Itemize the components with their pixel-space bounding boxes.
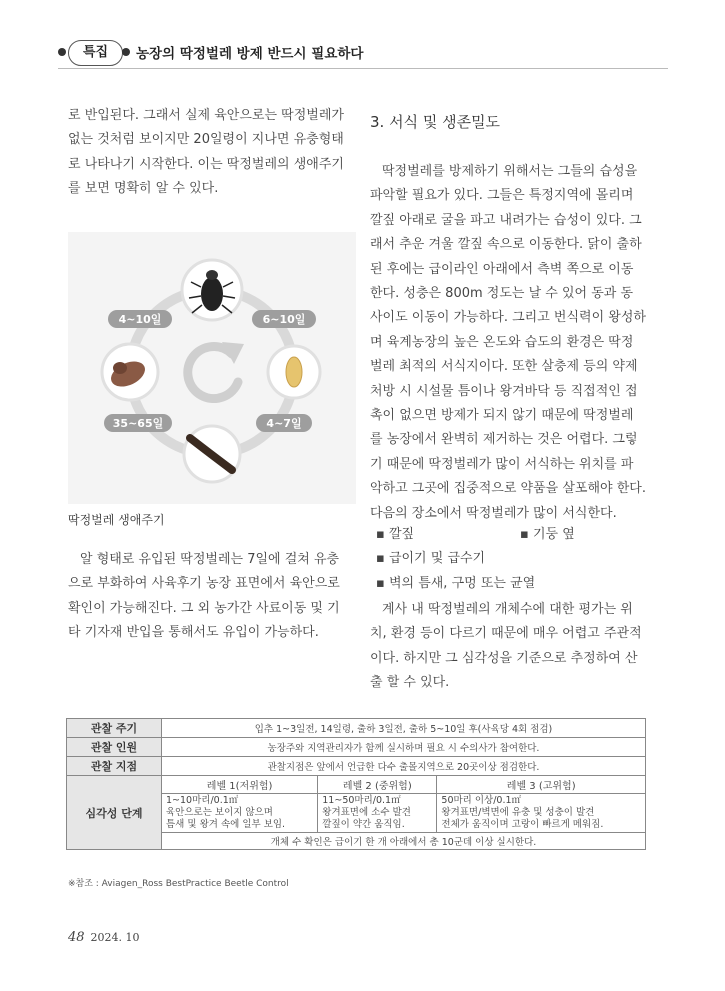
page-number: 48 [68, 930, 85, 945]
level-detail: 왕겨표면/벽면에 유충 및 성충이 발견 [441, 807, 595, 818]
text-line: 며 육계농장의 높은 온도와 습도의 환경은 딱정 [370, 334, 634, 350]
level-1-header: 레벨 1(저위험) [162, 776, 318, 794]
text-line: 처방 시 시설물 틈이나 왕겨바닥 등 직접적인 접 [370, 383, 638, 399]
text-line: 된 후에는 급이라인 아래에서 측벽 쪽으로 이동 [370, 261, 634, 277]
right-paragraph [370, 160, 658, 526]
text-line: 확인이 가능해진다. 그 외 농가간 사료이동 및 기 [68, 600, 340, 616]
table-note-cell: 개체 수 확인은 급이기 한 개 아래에서 총 10군데 이상 실시한다. [162, 833, 646, 850]
text-line: 벌레 최적의 서식지이다. 또한 살충제 등의 약제 [370, 359, 638, 375]
header-title: 농장의 딱정벌레 방제 반드시 필요하다 [136, 46, 364, 62]
day-label-bottom-right: 4~7일 [266, 417, 302, 430]
habitat-bullet-list [372, 523, 660, 596]
bullet-item: ▪ 깔짚 [376, 527, 415, 542]
text-line: 이다. 하지만 그 심각성을 기준으로 추정하여 산 [370, 650, 638, 666]
bullet-item: ▪ 급이기 및 급수기 [376, 551, 486, 567]
bullet-item: ▪ 기둥 옆 [520, 527, 575, 542]
text-line: 딱정벌레를 방제하기 위해서는 그들의 습성을 [382, 164, 638, 179]
text-line: 로 반입된다. 그래서 실제 육안으로는 딱정벌레가 [68, 108, 344, 123]
life-cycle-figure [68, 232, 356, 504]
text-line: 악하고 그곳에 집중적으로 약품을 살포해야 한다. [370, 481, 646, 497]
observation-table [66, 718, 646, 850]
level-detail: 50마리 이상/0.1㎡ [441, 795, 522, 806]
source-note: ※참조 : Aviagen_Ross BestPractice Beetle Control [68, 879, 289, 889]
text-line: 계사 내 딱정벌레의 개체수에 대한 평가는 위 [382, 602, 633, 617]
text-line: 기 때문에 딱정벌레가 많이 서식하는 위치를 파 [370, 456, 634, 472]
table-header-cell: 관찰 주기 [67, 719, 162, 738]
text-line: 래서 추운 겨울 깔짚 속으로 이동한다. 닭이 출하 [370, 237, 642, 253]
life-cycle-diagram [68, 232, 356, 504]
figure-caption: 딱정벌레 생애주기 [68, 513, 165, 527]
level-detail: 육안으로는 보이지 않으며 [166, 807, 273, 818]
level-detail: 왕겨표면에 소수 발견 [322, 807, 411, 818]
text-line: 다음의 장소에서 딱정벌레가 많이 서식한다. [370, 505, 617, 521]
level-2-header: 레벨 2 (중위험) [318, 776, 437, 794]
level-detail: 11~50마리/0.1㎡ [322, 795, 401, 806]
page-header [58, 38, 668, 66]
table-row [67, 776, 646, 794]
text-line: 깔짚 아래로 굴을 파고 내려가는 습성이 있다. 그 [370, 212, 642, 228]
text-line: 를 농장에서 완벽히 제거하는 것은 어렵다. 그렇 [370, 432, 638, 448]
text-line: 촉이 없으면 방제가 되지 않기 때문에 딱정벌레 [370, 408, 634, 424]
table-row [67, 738, 646, 757]
header-rule [58, 68, 668, 69]
text-line: 알 형태로 유입된 딱정벌레는 7일에 걸쳐 유충 [80, 552, 340, 567]
bullet-item: ▪ 벽의 틈새, 구멍 또는 균열 [376, 575, 536, 591]
table-header-cell: 심각성 단계 [67, 776, 162, 850]
issue-date: 2024. 10 [90, 931, 140, 944]
level-3-header: 레벨 3 (고위험) [437, 776, 646, 794]
text-line: 으로 부화하여 사육후기 농장 표면에서 육안으로 [68, 576, 340, 592]
level-detail: 전체가 움직이며 고랑이 빠르게 메워짐. [441, 819, 604, 830]
level-detail: 1~10마리/0.1㎡ [166, 795, 239, 806]
table-cell: 입추 1~3일전, 14일령, 출하 3일전, 출하 5~10일 후(사육당 4회 점검) [162, 719, 646, 738]
level-3-description [437, 794, 646, 833]
day-label-top-left: 4~10일 [118, 313, 162, 326]
section-tag: 특집 [68, 40, 123, 66]
page-footer [68, 926, 140, 945]
day-label-top-right: 6~10일 [262, 313, 306, 326]
text-line: 타 기자재 반입을 통해서도 유입이 가능하다. [68, 625, 319, 641]
egg-icon [286, 357, 302, 387]
table-row [67, 719, 646, 738]
level-detail: 깔짚이 약간 움직임. [322, 819, 405, 830]
text-line: 를 보면 명확히 알 수 있다. [68, 181, 219, 197]
level-1-description [162, 794, 318, 833]
level-2-description [318, 794, 437, 833]
section-title: 3. 서식 및 생존밀도 [370, 113, 501, 131]
header-dot-right [122, 48, 130, 56]
text-line: 로 나타나기 시작한다. 이는 딱정벌레의 생애주기 [68, 156, 344, 172]
table-header-cell: 관찰 인원 [67, 738, 162, 757]
text-line: 없는 것처럼 보이지만 20일령이 지나면 유충형태 [68, 132, 344, 148]
right-bottom-paragraph [370, 598, 658, 696]
table-cell: 농장주와 지역관리자가 함께 실시하며 필요 시 수의사가 참여한다. [162, 738, 646, 757]
left-top-paragraph [68, 104, 356, 202]
text-line: 출 할 수 있다. [370, 675, 450, 691]
text-line: 치, 환경 등이 다르기 때문에 매우 어렵고 주관적 [370, 626, 642, 642]
header-dot-left [58, 48, 66, 56]
text-line: 한다. 성충은 800m 정도는 날 수 있어 동과 동 [370, 286, 634, 302]
table-row [67, 757, 646, 776]
level-detail: 틈새 및 왕겨 속에 일부 보임. [166, 819, 286, 830]
table-header-cell: 관찰 지점 [67, 757, 162, 776]
table-cell: 관찰지점은 앞에서 언급한 다수 출몰지역으로 20곳이상 점검한다. [162, 757, 646, 776]
text-line: 사이도 이동이 가능하다. 그리고 번식력이 왕성하 [370, 310, 646, 326]
left-bottom-paragraph [68, 548, 356, 646]
text-line: 파악할 필요가 있다. 그들은 특정지역에 몰리며 [370, 188, 634, 204]
day-label-bottom-left: 35~65일 [112, 417, 164, 430]
